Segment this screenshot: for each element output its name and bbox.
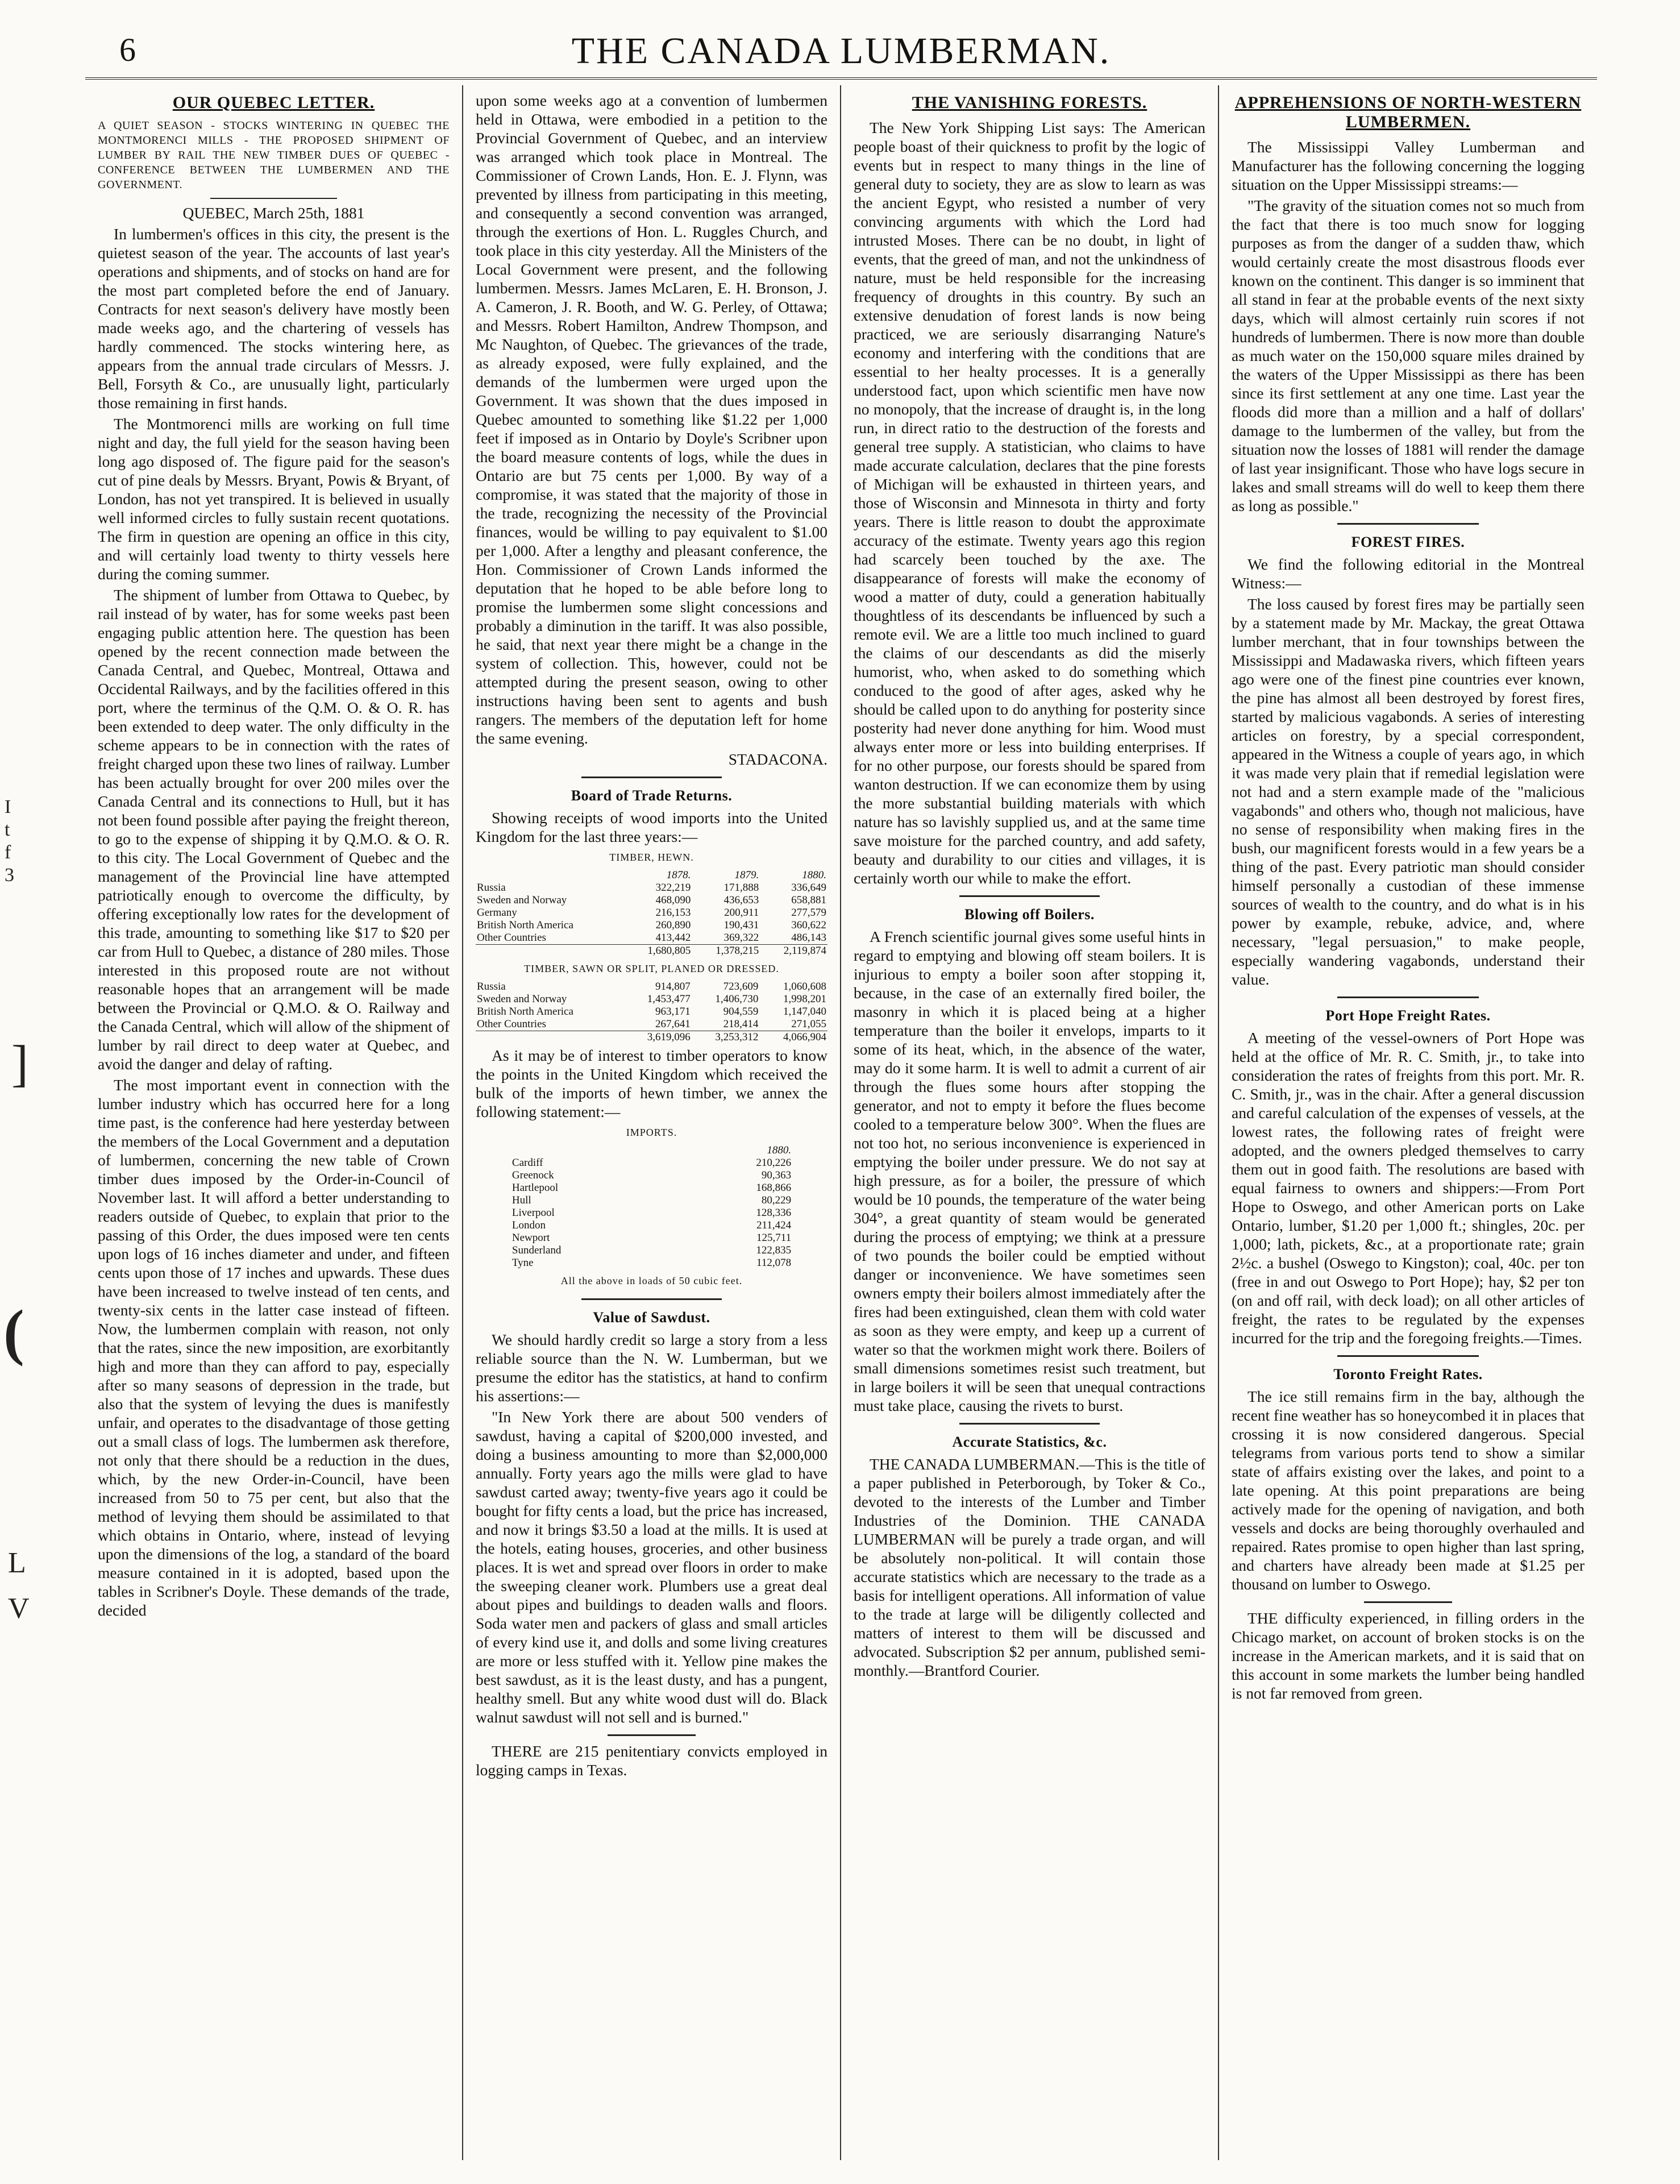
paragraph: We should hardly credit so large a story from a less reliable source than the N. W. Lumberman, but we presume the editor has the statistics, at hand to confirm his assertions:— <box>476 1331 827 1405</box>
table-row <box>476 993 827 1006</box>
table-row <box>476 919 827 932</box>
paragraph: As it may be of interest to timber operators to know the points in the United Kingdom which received the bulk of the imports of hewn timber, we annex the following statement:— <box>476 1047 827 1120</box>
cell: 128,336 <box>756 1207 792 1219</box>
paragraph: The most important event in connection with the lumber industry which has occurred here for a long time past, is the conference had here yesterday between the members of the Local Government and a deputation of lumbermen, concerning the new table of Crown timber dues imposed by the Order-in-Council of November last. It will afford a better understanding to readers outside of Quebec, to explain that prior to the passing of this Order, the dues imposed were ten cents upon logs of 16 inches diameter and under, and fifteen cents upon those of 17 inches and upwards. These dues have been increased to twelve instead of ten cents, and twenty-six cents in the latter case instead of fifteen. Now, the lumbermen complain with reason, not only that the rates, since the new imposition, are exorbitantly high and more than they can afford to pay, especially after so many seasons of depression in the trade, but also that the system of levying the dues is manifestly unfair, and operates to the disadvantage of those getting out a small class of logs. The lumbermen ask therefore, not only that there should be a reduction in the dues, which, by the new Order-in-Council, have been increased from 50 to 75 per cent, but also that the method of levying them should be assimilated to that which obtains in Ontario, where, instead of levying upon the dimensions of the log, a standard of the board measure contained in it is adopted, based upon the tables in Scribner's Doyle. These demands of the trade, decided <box>98 1076 450 1619</box>
cell: 90,363 <box>761 1169 792 1181</box>
cell: 468,090 <box>655 894 691 906</box>
columns <box>85 85 1597 2160</box>
row-label: Russia <box>477 981 506 993</box>
table-total-row <box>476 1031 827 1044</box>
divider <box>210 198 337 199</box>
table-timber-hewn <box>476 869 827 957</box>
margin-glyph-2: ] <box>11 1036 28 1092</box>
table-row <box>476 1006 827 1018</box>
paragraph: The ice still remains firm in the bay, although the recent fine weather has so honeycombed it in places that crossing it is now considered dangerous. Special telegrams from various ports tend to show a similar state of affairs existing over the lakes, and point to a late opening. At this point preparations are being actively made for the opening of navigation, and both vessels and docks are being thoroughly overhauled and repaired. Rates promise to open higher than last spring, and charters have already been made at $1.25 per thousand on lumber to Oswego. <box>1232 1388 1585 1593</box>
column-2 <box>463 85 841 2160</box>
row-label: Other Countries <box>477 1018 546 1030</box>
cell: 216,153 <box>655 907 691 919</box>
year-header: 1878. <box>666 869 691 881</box>
divider <box>1337 1355 1478 1357</box>
dateline: QUEBEC, March 25th, 1881 <box>182 204 365 222</box>
divider <box>959 895 1100 897</box>
paragraph: The Montmorenci mills are working on full time night and day, the full yield for the season having been long ago disposed of. The figure paid for the season's cut of pine deals by Messrs. Bryant, Powis & Bryant, of London, has not yet transpired. It is believed in usually well informed circles to fully sustain recent quotations. The firm in question are opening an office in this city, and will certainly load twenty to thirty vessels here during the coming summer. <box>98 415 450 583</box>
row-label: Hull <box>512 1194 531 1206</box>
cell: 171,888 <box>723 882 759 894</box>
table-row <box>476 981 827 993</box>
paragraph: THERE are 215 penitentiary convicts employed in logging camps in Texas. <box>476 1742 827 1779</box>
row-label: Other Countries <box>477 932 546 944</box>
cell: 436,653 <box>723 894 759 906</box>
row-label: Russia <box>477 882 506 894</box>
cell: 1,680,805 <box>624 945 692 958</box>
masthead <box>85 25 1597 76</box>
table-row <box>511 1232 792 1244</box>
headline-blowing-off-boilers: Blowing off Boilers. <box>964 906 1095 923</box>
table-caption-imports: IMPORTS. <box>626 1127 677 1138</box>
table-row <box>511 1207 792 1219</box>
headline-quebec-letter: OUR QUEBEC LETTER. <box>172 93 375 112</box>
year-header: 1879. <box>734 869 759 881</box>
cell: 80,229 <box>761 1194 792 1206</box>
signature: STADACONA. <box>728 750 827 768</box>
row-label: Tyne <box>512 1257 534 1269</box>
cell: 413,442 <box>655 932 691 944</box>
paragraph: THE CANADA LUMBERMAN.—This is the title of a paper published in Peterborough, by Toker & Co., devoted to the interests of the Lumber and Timber Industries of the Dominion. THE CANADA LUMBERMAN will be purely a trade organ, and will be absolutely non-political. It will contain those accurate statistics which are necessary to the trade as a basis for intelligent operations. All information of value to the trade at large will be diligently collected and matters of interest to them will be discussed and advocated. Subscription $2 per annum, published semi-monthly.—Brantford Courier. <box>854 1455 1205 1679</box>
cell: 267,641 <box>655 1018 691 1030</box>
row-label: Hartlepool <box>512 1182 559 1194</box>
margin-glyph-4: L <box>8 1547 26 1579</box>
table-row <box>511 1257 792 1269</box>
paragraph: The loss caused by forest fires may be partially seen by a statement made by Mr. Mackay, the great Ottawa lumber merchant, that in four townships between the Mississippi and Madawaska rivers, which fifteen years ago were one of the finest pine countries ever known, the pine has almost all been destroyed by forest fires, started by malicious vagabonds. A series of interesting articles on forestry, by a special correspondent, appeared in the Witness a couple of years ago, in which it was made very plain that if remedial legislation were not had and a stern example made of the "malicious vagabonds" and others who, though not malicious, have no sense of responsibility when making fires in the bush, our magnificent forests would in a few years be a thing of the past. Every patriotic man should consider himself personally a custodian of these immense sources of wealth to the country, and do what is in his power by example, rebuke, advice, and, where necessary, "legal persuasion," to make people, especially wandering vagabonds, understand their value. <box>1232 595 1585 988</box>
headline-board-of-trade: Board of Trade Returns. <box>571 787 733 804</box>
cell: 200,911 <box>724 907 759 919</box>
cell: 4,066,904 <box>759 1031 827 1044</box>
cell: 218,414 <box>723 1018 759 1030</box>
margin-glyph-3: ( <box>3 1297 24 1367</box>
cell: 2,119,874 <box>760 945 827 958</box>
cell: 369,322 <box>723 932 759 944</box>
cell: 260,890 <box>655 919 691 931</box>
page-number: 6 <box>119 31 136 68</box>
paragraph: The shipment of lumber from Ottawa to Quebec, by rail instead of by water, has for some weeks past been engaging public attention here. The question has been opened by the recent connection made between the Canada Central, and Quebec, Montreal, Ottawa and Occidental Railways, and by the facilities offered in this port, where the terminus of the Q.M. O. & O. R. has been extended to deep water. The only difficulty in the scheme appears to be in connection with the rates of freight charged upon these two lines of railway. Lumber has been actually brought for over 200 miles over the Canada Central and its connections to Hull, but it has not been found possible after paying the freight thereon, to go to the expense of shipping it by Q.M.O. & O. R. to this city. The Local Government of Quebec and the management of the Provincial line have attempted patriotically enough to overcome the difficulty, by offering exceptionally low rates for the development of this trade, amounting to something like $17 to $20 per car from Hull to Quebec, a distance of 280 miles. Those interested in this proposed route are not without reasonable hopes that an arrangement will be made between the Provincial or Q.M.O. & O. Railway and the Canada Central, which will allow of the shipment of lumber by rail direct to deep water at Quebec, and avoid the danger and delay of rafting. <box>98 586 450 1073</box>
headline-port-hope-freight: Port Hope Freight Rates. <box>1325 1007 1491 1024</box>
paragraph: upon some weeks ago at a convention of lumbermen held in Ottawa, were embodied in a petition to the Provincial Government of Quebec, and an interview was arranged which took place in Montreal. The Commissioner of Crown Lands, Hon. E. J. Flynn, was prevented by illness from participating in this meeting, and consequently a second convention was arranged, through the exertions of Hon. L. Ruggles Church, and took place in this city yesterday. All the Ministers of the Local Government were present, and the following lumbermen. Messrs. James McLaren, E. H. Bronson, J. A. Cameron, J. R. Booth, and W. G. Perley, of Ottawa; and Messrs. Robert Hamilton, Andrew Thompson, and Mc Naughton, of Quebec. The grievances of the trade, as already exposed, were fully explained, and the demands of the lumbermen were urged upon the Government. It was shown that the dues imposed in Quebec amounted to something like $1.22 per 1,000 feet if imposed as in Ontario by Doyle's Scribner upon the board measure contents of logs, while the dues in Ontario are but 75 cents per 1,000. By way of a compromise, it was stated that the majority of those in the trade, recognizing the necessity of the Provincial finances, would be willing to pay equivalent to $1.00 per 1,000. After a lengthy and pleasant conference, the Hon. Commissioner of Crown Lands informed the deputation that he hoped to be able before long to promise the lumbermen some slight concessions and probably a diminution in the tariff. It was also possible, he said, that next year there might be a change in the system of collection. This, however, could not be attempted during the present season, owing to other instructions having been sent to agents and bush rangers. The members of the deputation left for home the same evening. <box>476 92 827 747</box>
divider <box>608 1734 696 1736</box>
row-label: British North America <box>477 1006 573 1018</box>
headline-apprehensions: APPREHENSIONS OF NORTH-WESTERN LUMBERMEN. <box>1234 93 1582 131</box>
divider <box>1337 523 1478 525</box>
headline-toronto-freight: Toronto Freight Rates. <box>1333 1366 1483 1382</box>
row-label: Cardiff <box>512 1157 543 1169</box>
paragraph: A French scientific journal gives some useful hints in regard to emptying and blowing off steam boilers. It is injurious to empty a boiler soon after stopping it, because, in the case of an externally fired boiler, the masonry in which it is placed being at a higher temperature than the boiler it envelops, imparts to it some of its heat, which, in the absence of the water, may do it some harm. It is well to admit a current of air through the flues some hours after stopping the generator, and not to empty it before the flues become cooled to a temperature below 300°. When the flues are not too hot, no serious inconvenience is experienced in emptying the boiler under pressure. We do not say at high pressure, as for a boiler, the pressure of which would be 10 pounds, the temperature of the water being 304°, a great quantity of steam would be generated during the process of emptying; we think at a pressure of two pounds the boiler could be emptied without danger or inconvenience. We have sometimes seen owners empty their boilers almost immediately after the fires had been extinguished, clean them with cold water as soon as they were empty, and keep up a current of water so that the workmen might work there. Boilers of small dimensions sometimes resist such treatment, but in large boilers it will be seen that unequal contractions must take place, causing the rivets to burst. <box>854 928 1205 1414</box>
table-row <box>511 1157 792 1169</box>
column-3 <box>841 85 1219 2160</box>
paragraph: "In New York there are about 500 venders of sawdust, having a capital of $200,000 invested, and doing a business amounting to more than $2,000,000 annually. Forty years ago the mills were glad to have sawdust carted away; twenty-five years ago it could be bought for fifty cents a load, but the price has increased, and now it brings $3.50 a load at the mills. It is used at the hotels, eating houses, groceries, and other business places. It is wet and spread over floors in order to make the sweeping cleaner work. Plumbers use a great deal about pipes and buildings to deaden walls and floors. Soda water men and packers of glass and small articles of every kind use it, and dolls and some living creatures are more or less stuffed with it. Yellow pine makes the best sawdust, as it is the least dusty, and has a pungent, healthy smell. But any white wood dust will do. Black walnut sawdust will not sell and is burned." <box>476 1408 827 1726</box>
masthead-rule <box>85 77 1597 80</box>
row-label: Liverpool <box>512 1207 555 1219</box>
cell: 658,881 <box>791 894 826 906</box>
divider <box>581 1298 722 1300</box>
row-label: Newport <box>512 1232 550 1244</box>
cell: 271,055 <box>791 1018 826 1030</box>
cell: 486,143 <box>791 932 826 944</box>
row-label: Sweden and Norway <box>477 894 567 906</box>
paragraph: In lumbermen's offices in this city, the present is the quietest season of the year. The accounts of last year's operations and shipments, and of stocks on hand are for the most part completed before the end of January. Contracts for next season's delivery have mostly been made weeks ago, and the chartering of vessels has hardly commenced. The stocks wintering here, as appears from the annual trade circulars of Messrs. J. Bell, Forsyth & Co., are unusually light, particularly those remaining in first hands. <box>98 225 450 412</box>
table-header-row <box>476 869 827 882</box>
cell: 211,424 <box>756 1219 792 1231</box>
divider <box>1364 1601 1452 1603</box>
cell: 168,866 <box>756 1182 792 1194</box>
cell: 914,807 <box>655 981 691 993</box>
cell: 1,060,608 <box>783 981 826 993</box>
row-label: Germany <box>477 907 517 919</box>
cell: 112,078 <box>756 1257 792 1269</box>
table-timber-sawn <box>476 981 827 1044</box>
cell: 122,835 <box>756 1244 792 1256</box>
cell: 360,622 <box>791 919 826 931</box>
paragraph: We find the following editorial in the Montreal Witness:— <box>1232 555 1585 592</box>
row-label: London <box>512 1219 546 1231</box>
table-header-row <box>511 1144 792 1157</box>
cell: 336,649 <box>791 882 826 894</box>
margin-glyph-5: V <box>8 1592 30 1625</box>
cell: 3,619,096 <box>623 1031 692 1044</box>
table-row <box>476 907 827 919</box>
paper-title: THE CANADA LUMBERMAN. <box>571 30 1111 72</box>
cell: 1,453,477 <box>647 993 691 1005</box>
column-4 <box>1219 85 1597 2160</box>
table-total-row <box>476 945 827 958</box>
cell: 904,559 <box>723 1006 759 1018</box>
table-row <box>511 1244 792 1257</box>
table-row <box>511 1219 792 1232</box>
paragraph: Showing receipts of wood imports into the United Kingdom for the last three years:— <box>476 809 827 845</box>
table-row <box>476 932 827 945</box>
scan-left-margin <box>0 0 41 2184</box>
margin-glyph-1: I t f 3 <box>5 796 14 886</box>
cell: 125,711 <box>756 1232 792 1244</box>
table-row <box>511 1182 792 1194</box>
headline-accurate-statistics: Accurate Statistics, &c. <box>952 1434 1107 1450</box>
headline-forest-fires: FOREST FIRES. <box>1351 534 1465 550</box>
year-header: 1880. <box>767 1144 792 1156</box>
paragraph: The New York Shipping List says: The American people boast of their quickness to profit by the logic of events but in respect to many things in the line of general duty to society, they are as slow to learn as was the ancient Egypt, who resisted a number of very convincing arguments with which the Lord had intrusted Moses. There can be no doubt, in light of events, that the greed of man, and not the unkindness of nature, must be held responsible for the increasing frequency of droughts in this country. By such an extensive denudation of forest lands is now being practiced, we are seriously disarranging Nature's economy and interfering with the conditions that are essential to her healty processes. It is a generally understood fact, upon which scientific men have now no monopoly, that the increase of draught is, in the long run, in direct ratio to the destruction of the forests and general tree supply. A statistician, who claims to have made accurate calculation, declares that the pine forests of Michigan will be exhausted in thirteen years, and those of Wisconsin and Minnesota in thirty and forty years. There is little reason to doubt the approximate accuracy of the estimate. Twenty years ago this region had scarcely been touched by the axe. The disappearance of forests will make the economy of wood a matter of duty, could a generation habitually thoughtless of its descendants be influenced by such a remote evil. We are a little too much inclined to guard the claims of our descendants as did the miserly humorist, who, when asked to do something which conduced to the good of after ages, asked why he should be called upon to do anything for posterity since posterity had never done anything for him. Wood must always enter more or less into building enterprises. If for no other purpose, our forests should be spared from wanton destruction. If we can economize them by using the more substantial building materials with which nature has so lavishly supplied us, and at the same time save moisture for the parched country, and add safety, beauty and durability to our cities and villages, it is certainly worth our while to make the effort. <box>854 119 1205 887</box>
cell: 723,609 <box>723 981 759 993</box>
table-row <box>511 1169 792 1182</box>
table-row <box>476 1018 827 1031</box>
headline-value-of-sawdust: Value of Sawdust. <box>593 1309 710 1326</box>
cell: 963,171 <box>655 1006 691 1018</box>
column-1 <box>85 85 463 2160</box>
paragraph: The Mississippi Valley Lumberman and Manufacturer has the following concerning the logging situation on the Upper Mississippi streams:— <box>1232 138 1585 193</box>
headline-vanishing-forests: THE VANISHING FORESTS. <box>912 93 1147 112</box>
table-row <box>476 894 827 907</box>
row-label: British North America <box>477 919 573 931</box>
table-caption-hewn: TIMBER, HEWN. <box>609 852 694 863</box>
row-label: Greenock <box>512 1169 554 1181</box>
row-label: Sweden and Norway <box>477 993 567 1005</box>
cell: 1,998,201 <box>783 993 826 1005</box>
table-caption-sawn: TIMBER, SAWN OR SPLIT, PLANED OR DRESSED. <box>524 963 779 974</box>
cell: 210,226 <box>756 1157 792 1169</box>
cell: 1,147,040 <box>783 1006 826 1018</box>
year-header: 1880. <box>802 869 826 881</box>
paragraph: THE difficulty experienced, in filling orders in the Chicago market, on account of broken stocks is on the increase in the American markets, and it is said that on this account in some markets the lumber being handled is not far removed from green. <box>1232 1609 1585 1702</box>
paragraph: "The gravity of the situation comes not so much from the fact that there is too much snow for logging purposes as from the danger of a sudden thaw, which would certainly create the most disastrous floods ever known on the continent. This danger is so imminent that all stand in fear at the probable events of the next sixty days, which will almost certainly ruin scores if not hundreds of lumbermen. There is now more than double as much water on the 150,000 square miles drained by the waters of the Upper Mississippi as there has been since its first settlement at any one time. Last year the floods did more than a million and a half of dollars' damage to the lumbermen of the valley, but from the situation now the losses of 1881 will render the damage of last year insignificant. Those who have logs secure in lakes and small streams will do well to keep them there as long as possible." <box>1232 197 1585 514</box>
cell: 1,406,730 <box>715 993 759 1005</box>
cell: 190,431 <box>723 919 759 931</box>
deck-quebec-letter: A QUIET SEASON - STOCKS WINTERING IN QUEBEC THE MONTMORENCI MILLS - THE PROPOSED SHIPMENT OF LUMBER BY RAIL THE NEW TIMBER DUES OF QUEBEC - CONFERENCE BETWEEN THE LUMBERMEN AND THE GOVERNMENT. <box>98 119 450 191</box>
table-note: All the above in loads of 50 cubic feet. <box>560 1275 743 1286</box>
table-imports-by-port <box>511 1144 792 1269</box>
cell: 3,253,312 <box>692 1031 760 1044</box>
paragraph: A meeting of the vessel-owners of Port Hope was held at the office of Mr. R. C. Smith, jr., to take into consideration the rates of freights from this port. Mr. R. C. Smith, jr., was in the chair. After a general discussion and careful calculation of the expenses of vessels, at the lowest rates, the following rates of freight were adopted, and the owners pledged themselves to carry them out in good faith. The resolutions are based with equal fairness to owners and shippers:—From Port Hope to Oswego, and other American ports on Lake Ontario, lumber, $1.20 per 1,000 ft.; shingles, 20c. per 1,000; lath, pickets, &c., at a proportionate rate; grain 2½c. a bushel (Oswego to Kingston); coal, 40c. per ton (free in and out Oswego to Port Hope); hay, $2 per ton (on and off rail, with deck load); on all other articles of freight, the rates to be regulated by the expenses incurred for the trip and the foregoing freights.—Times. <box>1232 1029 1585 1347</box>
row-label: Sunderland <box>512 1244 562 1256</box>
divider <box>1337 996 1478 998</box>
table-row <box>511 1194 792 1207</box>
divider <box>581 777 722 778</box>
divider <box>959 1423 1100 1425</box>
cell: 322,219 <box>655 882 691 894</box>
table-row <box>476 882 827 894</box>
cell: 1,378,215 <box>692 945 760 958</box>
cell: 277,579 <box>791 907 826 919</box>
